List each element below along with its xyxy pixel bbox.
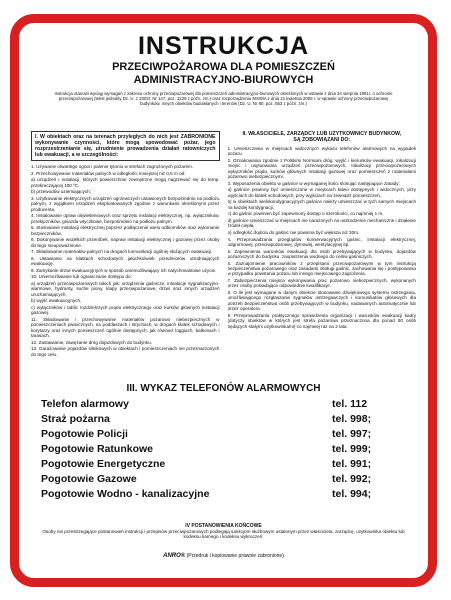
phone-number: tel. 997; — [332, 428, 372, 440]
prohibition-item: 12. Zastawianie, zawężanie dróg dojazdowych do budynku. — [31, 339, 153, 345]
prohibitions-heading: I. W obiektach oraz na terenach przyległych do nich jest ZABRONIONE wykonywanie czynności, które mogą spowodować pożar, jego rozprzestrzenianie się, utrudnienie prowadzenia działań ratowniczych lub ewakuacji, a w szczególności: — [31, 131, 220, 161]
prohibition-item: a) urządzeń przeciwpożarowych takich jak: urządzenia gaśnicze, instalacje sygnalizacyjno-alarmowe, hydranty, suche piony, klapy przeciwpożarowe, drzwi oraz innych urządzeń uruchamiających, — [31, 280, 220, 297]
obligation-item: a) gaśnice powinny być umieszczone w miejscach łatwo dostępnych i widocznych, przy wyjściach do klatek schodowych, przy wyjściach na zewnątrz pomieszczeń, — [227, 187, 416, 198]
prohibition-item: 11. Składowanie i przechowywanie materiałów pożarowo niebezpiecznych w pomieszczeniach piwnicznych, na poddaszach i strychach, w drogach klatek schodowych i korytarzy oraz innych pomieszczeń ogólnie dostępnych, jak również loggiach, balkonach i tarasach. — [31, 316, 220, 339]
phone-row — [31, 472, 416, 487]
brand-logo: ANRO® — [163, 553, 186, 559]
obligation-item: 9. Przeprowadzania praktycznego sprawdzenia organizacji i warunków ewakuacji kadry (dotyczy obiektów w których jest strefa pożarowa przeznaczona dla ponad 50 osób będących stałymi użytkownikami) co najmniej raz na 2 lata. — [227, 312, 416, 329]
obligations-heading-line-1: II. WŁAŚCICIELE, ZARZĄDCY LUB UŻYTKOWNICY BUDYNKÓW, — [242, 131, 402, 137]
final-provisions — [31, 523, 416, 540]
alarm-phones-section — [31, 383, 416, 502]
sign-subtitle — [31, 61, 416, 87]
phone-label: Pogotowie Ratunkowe — [41, 443, 154, 455]
phone-label: Pogotowie Wodno - kanalizacyjne — [41, 488, 210, 500]
prohibition-item: 2. Przechowywanie materiałów palnych w odległości mniejszej niż 0,5 m od: — [31, 170, 186, 176]
prohibition-item: 4. Instalowanie opraw oświetleniowych oraz sprzętu instalacji elektrycznej, np. wyłączników, przełączników, gniazda wtyczkowe, bezpośrednio na podłożu palnym. — [31, 213, 220, 224]
obligations-heading — [228, 131, 417, 143]
phone-number: tel. 998; — [332, 413, 372, 425]
alarm-phones-heading: III. WYKAZ TELEFONÓW ALARMOWYCH — [126, 383, 321, 394]
copyright-note: (Przedruk i kopiowanie prawnie zabronione) — [186, 553, 284, 559]
prohibition-item: b) wyjść ewakuacyjnych, — [31, 298, 82, 304]
phone-label: Pogotowie Policji — [41, 428, 128, 440]
phone-row — [31, 397, 416, 412]
phone-row — [31, 487, 416, 502]
phone-label: Pogotowie Energetyczne — [41, 458, 166, 470]
subtitle-line-2: ADMINISTRACYJNO-BIUROWYCH — [133, 74, 314, 86]
prohibition-item: c) wyłączników i tablic rozdzielczych prądu elektrycznego oraz kurków głównych instalacji gazowej. — [31, 304, 220, 316]
obligation-item: e) odległość dojścia do gaśnic nie powinna być większa niż 30m. — [227, 230, 360, 235]
instruction-sign — [10, 14, 437, 587]
prohibitions-section — [31, 131, 220, 379]
phone-number: tel. 994; — [332, 488, 372, 500]
prohibition-item: 7. Składowanie materiałów palnych na drogach komunikacji ogólnej służących ewakuacji. — [31, 249, 213, 255]
obligations-section — [228, 131, 417, 379]
sign-content — [31, 33, 416, 570]
obligation-item: b) w obiektach wielokondygnacyjnych gaśnice należy umieszczać w tych samych miejscach na każdej kondygnacji, — [227, 199, 416, 210]
prohibition-item: 3. Użytkowanie elektrycznych urządzeń ogrzewczych ustawionych bezpośrednio na podłożu palnym, z wyjątkiem urządzeń eksploatowanych zgodnie z warunkami określonymi przez producenta. — [31, 195, 220, 212]
phone-label: Telefon alarmowy — [41, 398, 129, 410]
phone-row — [31, 442, 416, 457]
obligation-item: 6. Zaznajomienie pracowników z przepisami przeciwpożarowymi w tym instrukcją bezpieczeństwa pożarowego oraz zasadami obsługi gaśnic, zachowania się i postępowania w przypadku powstania pożaru lub innego miejscowego zagrożenia. — [227, 260, 416, 277]
preamble-text: Instrukcja stanowi wyciąg wymagań z zakresu ochrony przeciwpożarowej dla pomieszczeń administracyjno-biurowych określonych w ustawie z dnia 24 sierpnia 1991r. o ochronie przeciwpożarowej (tekst jednolity Dz. U. z 2002r. Nr 147, poz. 1229 z późn. zm.) oraz rozporządzeniu MSWiA z dnia 21 kwietnia 2006 r. w sprawie ochrony przeciwpożarowej budynków, innych obiektów budowlanych i terenów (Dz. U. Nr 80, poz. 563 z późn. zm.) — [54, 91, 393, 107]
obligation-item: 5. Zapewnienia warunków ewakuacji dla osób przebywających w budynku, dojazdów pożarniczych do budynku, zaopatrzenia wodnego do celów gaśniczych. — [227, 248, 416, 259]
obligation-item: 7. Zabezpieczenia miejsca wykonywania prac pożarowo niebezpiecznych, wykonanych przez osoby posiadające odpowiednie kwalifikacje. — [227, 278, 416, 289]
obligation-item: d) gaśnice umieszczać w miejscach nie narażonych na uszkodzenie mechaniczne i działanie źródeł ciepła, — [227, 218, 416, 229]
obligation-item: 2. Oznakowania zgodnie z Polskimi Normami dróg, wyjść i kierunków ewakuacji, lokalizacji miejsc i usytuowania urządzeń przeciwpożarowych, lokalizacji przeciwpożarowych wyłączników prądu, kurków głównych instalacji gazowej oraz pomieszczeń z materiałami pożarowo niebezpiecznymi. — [227, 158, 416, 180]
rules-columns — [31, 131, 416, 379]
phone-row — [31, 412, 416, 427]
sign-title: INSTRUKCJA — [137, 32, 310, 60]
phone-label: Straż pożarna — [41, 413, 110, 425]
prohibition-item: 10. Uniemożliwianie lub ograniczanie dostępu do: — [31, 274, 132, 280]
obligation-item: 4. Przeprowadzania przeglądów konserwacyjnych gaśnic, instalacji elektrycznej, odgromowej, przeciwpożarowej, dymowej, wentylacyjnej itp. — [227, 236, 416, 247]
sign-footer — [31, 553, 416, 559]
prohibition-item: 5. Stosowanie instalacji elektrycznej poprzez podłączenie wielu odbiorników oraz wykonanie bezpieczników. — [31, 225, 220, 236]
phone-row — [31, 427, 416, 442]
phone-row — [31, 457, 416, 472]
phone-number: tel. 999; — [332, 443, 372, 455]
final-provisions-heading: IV POSTANOWIENIA KOŃCOWE — [185, 523, 262, 529]
final-provisions-text: Osoby nie przestrzegające postanowień instrukcji i przepisów przeciwpożarowych podlegają sankcjom służbowym ustalonym przez właściciela, zarządcę, użytkownika obiektu lub kodeksu karnego i kodeksu wykroczeń. — [42, 529, 405, 540]
phone-label: Pogotowie Gazowe — [41, 473, 137, 485]
obligation-item: c) do gaśnic powinien być zapewniony dostęp o szerokości, co najmniej 1 m, — [227, 211, 384, 217]
subtitle-line-1: PRZECIWPOŻAROWA DLA POMIESZCZEŃ — [112, 61, 335, 73]
prohibition-item: a) urządzeń i instalacji, których powierzchnie zewnętrzne mogą nagrzewać się do temp. przekraczającej 100 ºC, — [31, 177, 220, 188]
prohibition-item: 1. Używanie otwartego ognia i palenie tytoniu w strefach zagrożonych pożarem. — [31, 164, 194, 169]
obligation-item: 1. Umieszczania w miejscach widocznych wykazu telefonów alarmowych na wypadek pożaru. — [227, 146, 416, 157]
phone-number: tel. 992; — [332, 473, 372, 485]
prohibition-item: 9. Zamykanie drzwi ewakuacyjnych w sposób uniemożliwiający ich natychmiastowe użycie. — [31, 267, 217, 273]
obligation-item: 8. O ile jest wymagane w danym obiekcie stosowanie dźwiękowego systemu ostrzegania, umożliwiającego rozgłaszanie sygnałów ostrzegawczych i komunikatów głosowych dla potrzeb bezpieczeństwa osób przebywających w budynku, nadawanych automatycznie lub przez operatora. — [227, 290, 416, 312]
prohibition-item: b) przewodów uziemiających; — [31, 189, 91, 195]
obligations-heading-line-2: SĄ ZOBOWIĄZANI DO: — [293, 137, 351, 143]
phone-number: tel. 112 — [332, 398, 368, 410]
prohibition-item: 6. Dokonywanie wszelkich przeróbek, napraw instalacji elektrycznej i gazowej przez osoby do tego nieupoważnione. — [31, 237, 220, 248]
obligation-item: 3. Wyposażenia obiektu w gaśnice w wymaganej ilości stosując następujące zasady: — [227, 180, 400, 186]
phone-number: tel. 991; — [332, 458, 372, 470]
prohibition-item: 8. Ustawianie na klatkach schodowych jakichkolwiek przedmiotów utrudniających ewakuację. — [31, 255, 220, 267]
prohibition-item: 13. Garażowanie pojazdów silnikowych w obiektach i pomieszczeniach nie przeznaczonych do tego celu. — [31, 346, 220, 357]
